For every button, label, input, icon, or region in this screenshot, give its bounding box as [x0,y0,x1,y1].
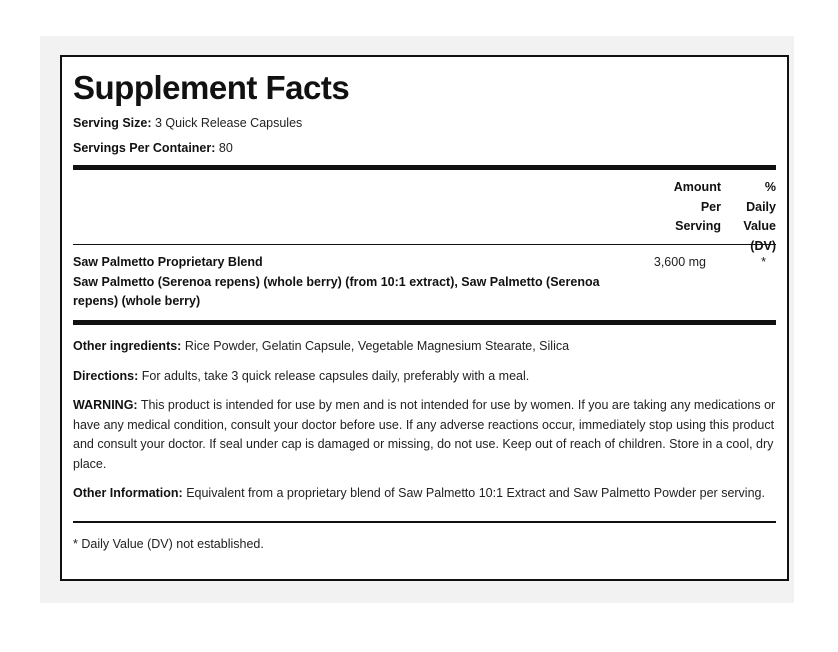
daily-value-header: % Daily Value (DV) [743,180,776,253]
footer-divider [73,521,776,523]
directions-label: Directions: [73,368,139,383]
warning-text: This product is intended for use by men and is not intended for use by women. If you are taking any medications or have any medical condition, consult your doctor before use. If any adverse reactions occur, immediately stop using this product and consult your doctor. If seal under cap is damaged or missing, do not use. Keep out of reach of children. Store in a cool, dry place. [73,398,776,471]
directions [73,367,776,387]
other-information-label: Other Information: [73,486,183,500]
ingredient-detail: Saw Palmetto (Serenoa repens) (whole berry) (from 10:1 extract), Saw Palmetto (Serenoa repens) (whole berry) [73,274,600,308]
serving-size-value: 3 Quick Release Capsules [154,116,303,130]
other-information-text: Equivalent from a proprietary blend of Saw Palmetto 10:1 Extract and Saw Palmetto Powder per serving. [182,486,765,500]
servings-per-container-value: 80 [218,141,233,155]
other-ingredients [73,337,776,357]
other-information [73,484,776,504]
ingredient-dv: * [761,255,766,269]
label-background [40,36,794,603]
amount-per-serving-header: Amount Per Serving [673,180,721,233]
serving-size-label: Serving Size: [73,116,152,130]
warning-label: WARNING: [73,398,138,412]
directions-text: For adults, take 3 quick release capsules daily, preferably with a meal. [138,368,530,383]
footnote: * Daily Value (DV) not established. [73,536,264,551]
other-ingredients-label: Other ingredients: [73,339,182,353]
ingredient-name: Saw Palmetto Proprietary Blend [73,255,263,269]
panel-title: Supplement Facts [73,69,350,106]
ingredient-row [73,245,776,317]
servings-per-container [73,140,776,156]
supplement-facts-panel [60,55,789,581]
serving-size [73,115,776,131]
servings-per-container-label: Servings Per Container: [73,141,216,155]
column-header [73,170,776,253]
other-ingredients-text: Rice Powder, Gelatin Capsule, Vegetable Magnesium Stearate, Silica [181,339,570,353]
thick-divider [73,320,776,325]
warning [73,396,776,474]
ingredient-amount: 3,600 mg [653,255,706,269]
